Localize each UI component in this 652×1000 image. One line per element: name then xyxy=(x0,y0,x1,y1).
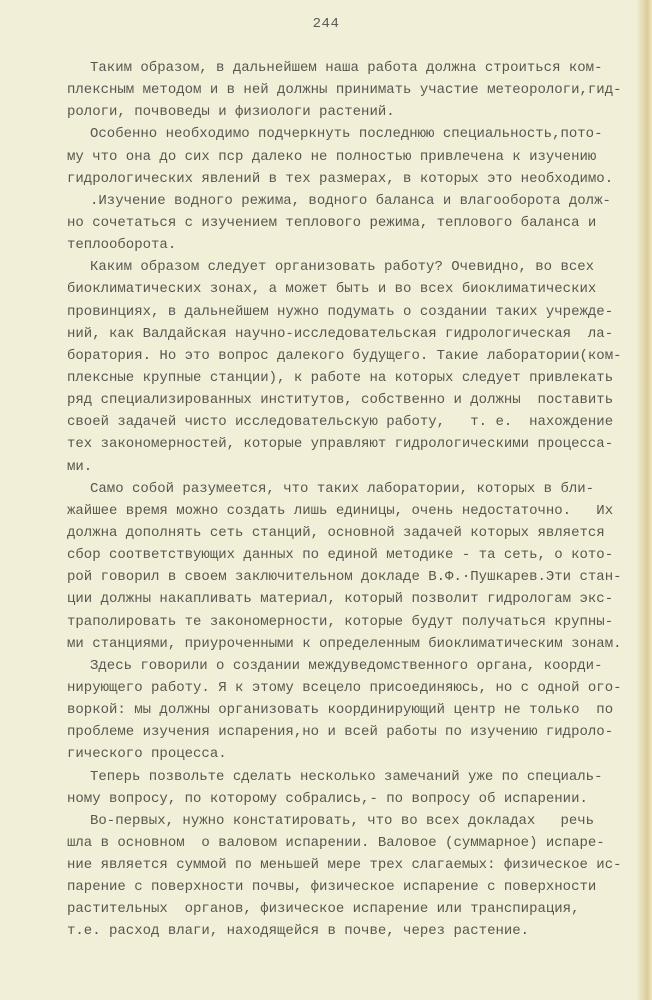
text-line: воркой: мы должны организовать координирующий центр не только по xyxy=(67,702,614,719)
paragraph xyxy=(67,478,637,655)
paragraph xyxy=(67,57,637,123)
text-line: ми станциями, приуроченными к определенным биоклиматическим зонам. xyxy=(67,635,622,652)
text-line: Само собой разумеется, что таких лаборатории, которых в бли- xyxy=(90,480,595,497)
paragraph xyxy=(67,766,637,810)
paragraph xyxy=(67,655,637,766)
paragraph xyxy=(67,123,637,189)
text-line: должна дополнять сеть станций, основной задачей которых является xyxy=(67,524,605,541)
text-line: своей задачей чисто исследовательскую работу, т. е. нахождение xyxy=(67,414,614,431)
text-line: Во-первых, нужно констатировать, что во всех докладах речь xyxy=(90,812,595,829)
text-line: му что она до сих пср далеко не полностью привлечена к изучению xyxy=(67,148,597,165)
paragraph xyxy=(67,810,637,943)
text-line: плексные крупные станции), к работе на которых следует привлекать xyxy=(67,369,614,386)
text-line: Здесь говорили о создании междуведомственного органа, коорди- xyxy=(90,657,603,674)
paragraph xyxy=(67,190,637,256)
text-line: .Изучение водного режима, водного баланса и влагооборота долж- xyxy=(90,192,611,209)
text-line: траполировать те закономерности, которые будут получаться крупны- xyxy=(67,613,614,630)
text-line: Теперь позвольте сделать несколько замечаний уже по специаль- xyxy=(90,768,603,785)
text-line: Особенно необходимо подчеркнуть последнюю специальность,пото- xyxy=(90,126,603,143)
text-line: боратория. Но это вопрос далекого будущего. Такие лаборатории(ком- xyxy=(67,347,622,364)
text-line: сбор соответствующих данных по единой методике - та сеть, о кото- xyxy=(67,547,614,564)
paragraph xyxy=(67,256,637,477)
text-line: растительных органов, физическое испарение или транспирация, xyxy=(67,901,580,918)
text-line: тех закономерностей, которые управляют гидрологическими процесса- xyxy=(67,436,614,453)
text-line: плексным методом и в ней должны принимать участие метеорологи,гид- xyxy=(67,82,622,99)
text-line: шла в основном о валовом испарении. Валовое (суммарное) испаре- xyxy=(67,834,605,851)
text-line: Таким образом, в дальнейшем наша работа должна строиться ком- xyxy=(90,60,603,76)
text-line: но сочетаться с изучением теплового режима, теплового баланса и xyxy=(67,214,597,231)
text-line: гидрологических явлений в тех размерах, в которых это необходимо. xyxy=(67,170,614,187)
text-line: парение с поверхности почвы, физическое испарение с поверхности xyxy=(67,879,597,896)
text-line: теплооборота. xyxy=(67,237,177,254)
text-line: рой говорил в своем заключительном докладе В.Ф.·Пушкарев.Эти стан- xyxy=(67,569,622,586)
text-line: ции должны накапливать материал, который позволит гидрологам экс- xyxy=(67,591,614,608)
text-line: ному вопросу, по которому собрались,- по вопросу об испарении. xyxy=(67,790,588,807)
text-line: биоклиматических зонах, а может быть и во всех биоклиматических xyxy=(67,281,597,298)
text-line: гического процесса. xyxy=(67,746,227,763)
text-line: т.е. расход влаги, находящейся в почве, через растение. xyxy=(67,923,530,940)
text-line: провинциях, в дальнейшем нужно подумать о создании таких учрежде- xyxy=(67,303,614,320)
text-line: нирующего работу. Я к этому всецело присоединяюсь, но с одной ого- xyxy=(67,679,622,696)
text-line: ми. xyxy=(67,458,93,475)
text-line: ний, как Валдайская научно-исследовательская гидрологическая ла- xyxy=(67,325,614,342)
text-line: ние является суммой по меньшей мере трех слагаемых: физическое ис- xyxy=(67,857,622,874)
text-line: ряд специализированных институтов, собственно и должны поставить xyxy=(67,392,614,409)
text-line: жайшее время можно создать лишь единицы, очень недостаточно. Их xyxy=(67,502,614,519)
text-line: проблеме изучения испарения,но и всей работы по изучению гидроло- xyxy=(67,724,614,741)
text-line: Каким образом следует организовать работу? Очевидно, во всех xyxy=(90,259,595,276)
page-number: 244 xyxy=(312,16,340,32)
paper-edge xyxy=(636,0,652,1000)
text-line: рологи, почвоведы и физиологи растений. xyxy=(67,104,395,121)
document-body xyxy=(67,57,637,943)
